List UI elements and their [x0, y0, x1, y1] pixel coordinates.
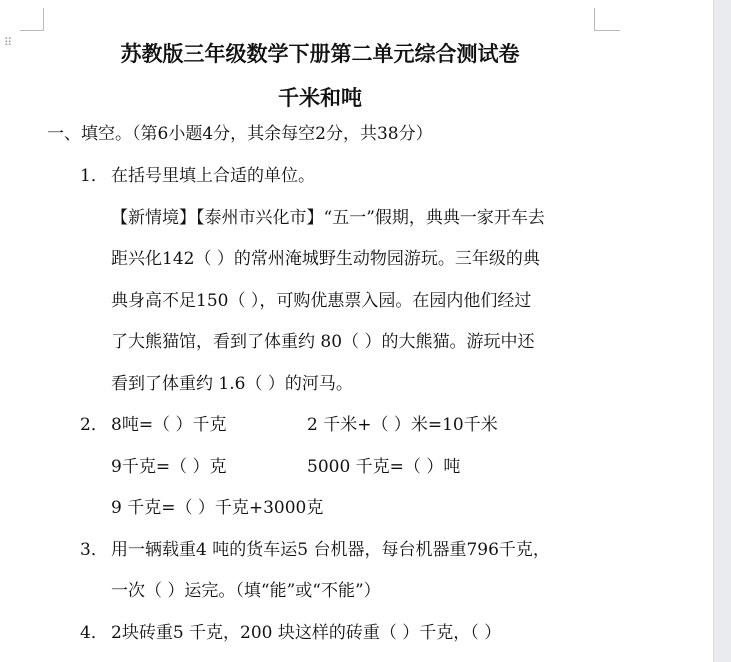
question-number: 1．: [80, 166, 108, 186]
question-text: 在括号里填上合适的单位。: [111, 166, 315, 186]
question-text: 2块砖重5 千克，200 块这样的砖重（ ）千克，（ ）: [111, 623, 502, 643]
question-number: 3．: [80, 540, 108, 560]
question-text: 看到了体重约 1.6（ ）的河马。: [111, 374, 353, 394]
question-number: 2．: [80, 415, 108, 435]
crop-mark-top-right-h: [594, 30, 620, 31]
crop-mark-top-left-h: [20, 30, 44, 31]
crop-mark-top-right-v: [594, 8, 595, 31]
document-subtitle: 千米和吨: [278, 86, 362, 110]
question-text: 了大熊猫馆，看到了体重约 80（ ）的大熊猫。游玩中还: [111, 332, 535, 352]
page-scroll-gutter[interactable]: [713, 0, 731, 662]
question-text: 9 千克=（ ）千克+3000克: [111, 498, 324, 518]
question-text: 5000 千克=（ ）吨: [307, 457, 461, 477]
question-text: 距兴化142（ ）的常州淹城野生动物园游玩。三年级的典: [111, 249, 540, 269]
question-number: 4．: [80, 623, 108, 643]
crop-mark-top-left-v: [43, 8, 44, 31]
question-text: 用一辆载重4 吨的货车运5 台机器，每台机器重796千克，: [111, 540, 550, 560]
question-text: 典身高不足150（ ），可购优惠票入园。在园内他们经过: [111, 291, 532, 311]
question-text: 2 千米+（ ）米=10千米: [307, 415, 498, 435]
question-text: 【新情境】【泰州市兴化市】“五一”假期，典典一家开车去: [111, 208, 545, 228]
question-text: 8吨=（ ）千克: [111, 415, 227, 435]
question-text: 9千克=（ ）克: [111, 457, 227, 477]
drag-handle-icon[interactable]: ⠿: [4, 36, 14, 49]
section-heading: 一、填空。（第6小题4分，其余每空2分，共38分）: [47, 124, 433, 144]
question-text: 一次（ ）运完。（填“能”或“不能”）: [111, 581, 381, 601]
document-title: 苏教版三年级数学下册第二单元综合测试卷: [120, 42, 520, 66]
